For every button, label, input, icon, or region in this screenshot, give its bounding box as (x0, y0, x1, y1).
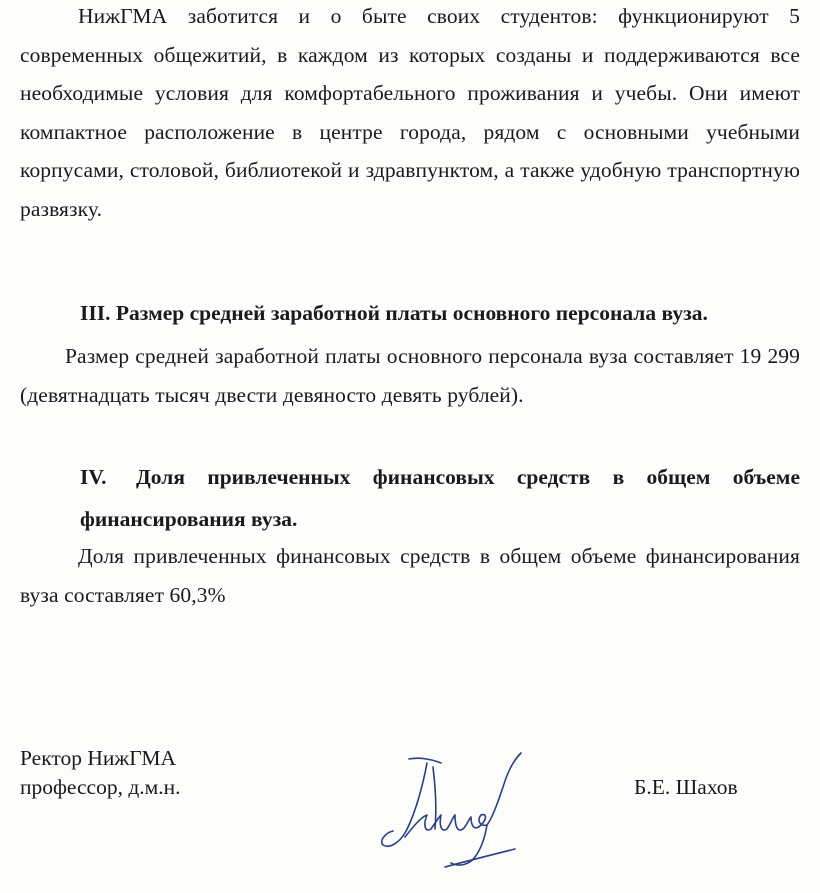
section-3-text: Размер средней заработной платы основного персонала вуза составляет 19 299 (девятнадцать тысяч двести девяносто девять рублей). (20, 344, 800, 407)
signatory-title-line1: Ректор НижГМА (20, 746, 177, 770)
section-4-number: IV. (80, 465, 107, 489)
handwritten-signature (375, 745, 535, 875)
section-4-heading (80, 458, 800, 496)
signatory-name: Б.Е. Шахов (634, 775, 738, 799)
section-3-heading: III. Размер средней заработной платы основного персонала вуза. (80, 301, 708, 325)
intro-paragraph: НижГМА заботится и о быте своих студентов: функционируют 5 современных общежитий, в каждом из которых созданы и поддерживаются все необходимые условия для комфортабельного проживания и учебы. Они имеют компактное расположение в центре города, рядом с основными учебными корпусами, столовой, библиотекой и здравпунктом, а также удобную транспортную развязку. (20, 4, 800, 221)
section-4-heading-line2: финансирования вуза. (80, 507, 298, 531)
section-4-heading-line1: Доля привлеченных финансовых средств в общем объеме (136, 465, 800, 489)
section-4-text: Доля привлеченных финансовых средств в общем объеме финансирования вуза составляет 60,3% (20, 544, 800, 607)
signatory-title-line2: профессор, д.м.н. (20, 775, 181, 799)
